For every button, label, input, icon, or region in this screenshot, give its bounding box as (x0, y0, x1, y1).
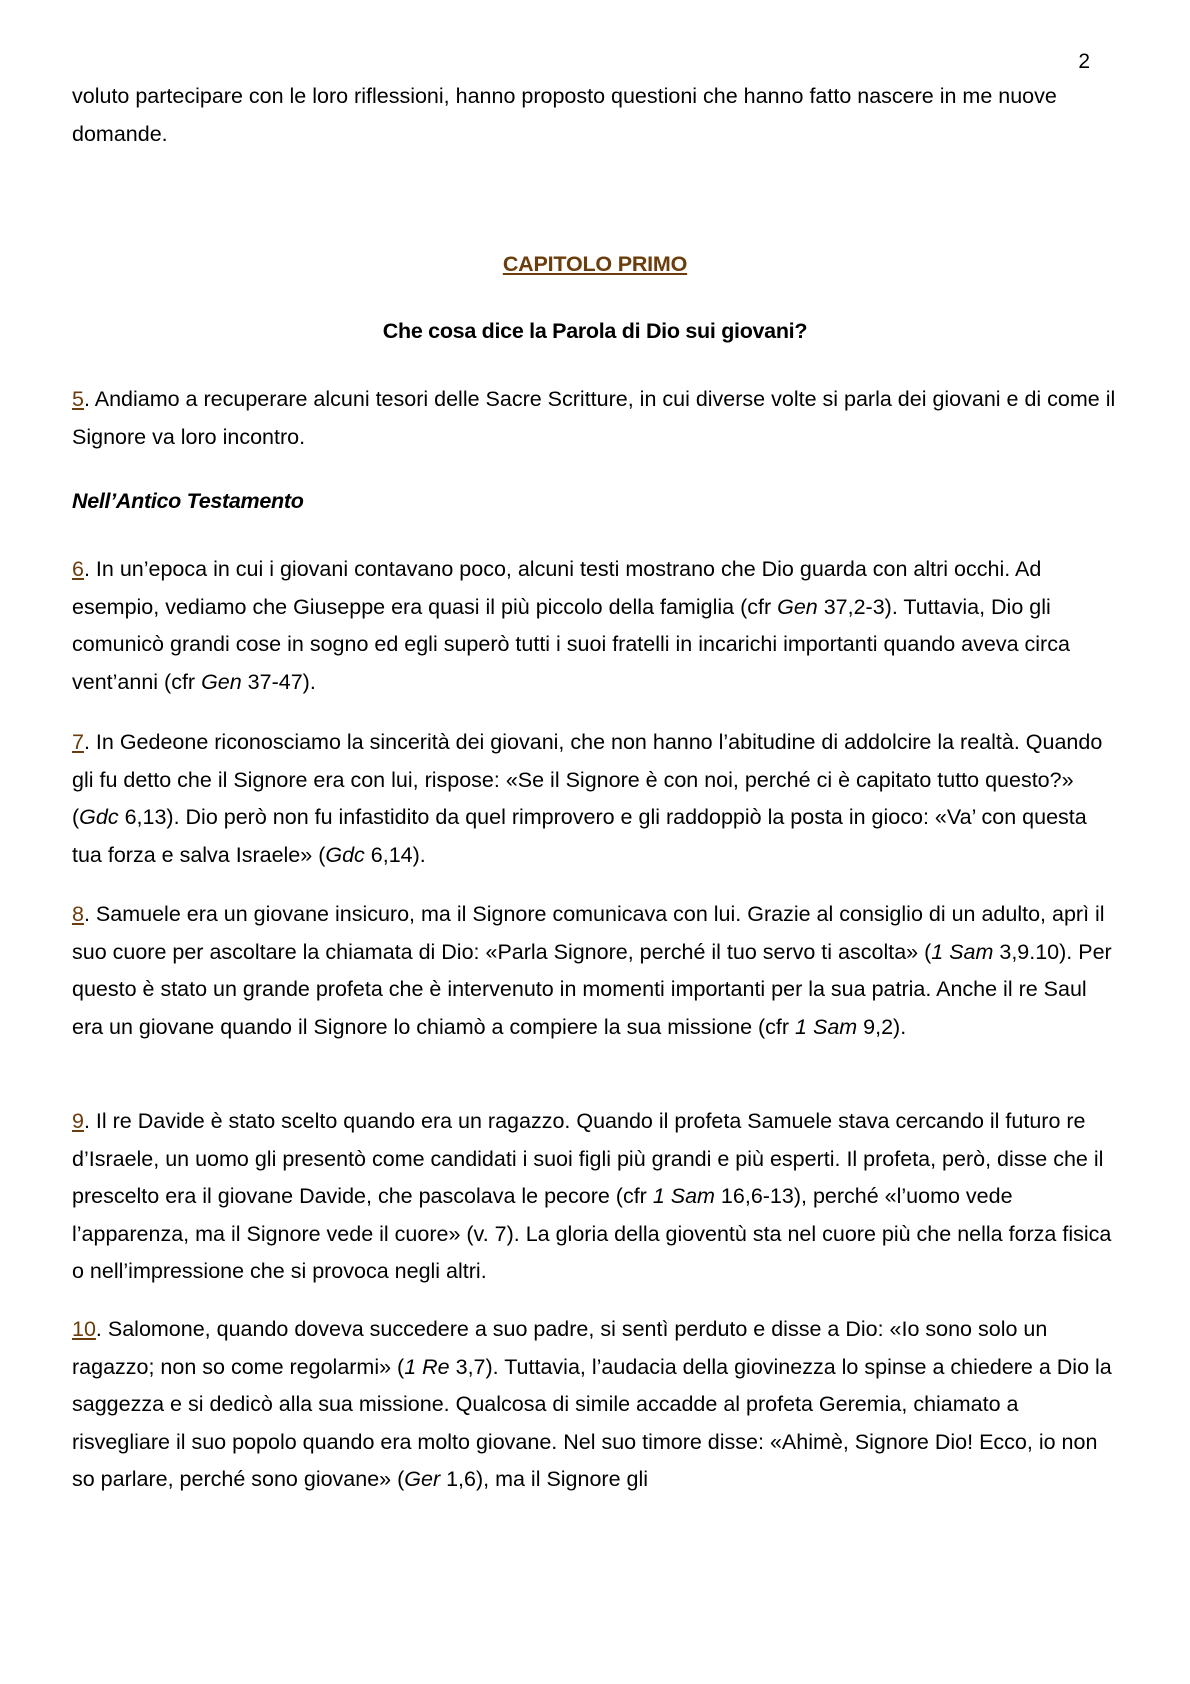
paragraph-number-link[interactable]: 5 (72, 387, 84, 411)
paragraph-number-link[interactable]: 9 (72, 1109, 84, 1133)
paragraph-8: 8. Samuele era un giovane insicuro, ma il Signore comunicava con lui. Grazie al consiglio di un adulto, aprì il suo cuore per ascoltare la chiamata di Dio: «Parla Signore, perché il tuo servo ti ascolta» (1 Sam 3,9.10). Per questo è stato un grande profeta che è intervenuto in momenti importanti per la sua patria. Anche il re Saul era un giovane quando il Signore lo chiamò a compiere la sua missione (cfr 1 Sam 9,2). (72, 902, 1112, 1039)
paragraph-6: 6. In un’epoca in cui i giovani contavano poco, alcuni testi mostrano che Dio guarda con altri occhi. Ad esempio, vediamo che Giuseppe era quasi il più piccolo della famiglia (cfr Gen 37,2-3). Tuttavia, Dio gli comunicò grandi cose in sogno ed egli superò tutti i suoi fratelli in incarichi importanti quando aveva circa vent’anni (cfr Gen 37-47). (72, 557, 1070, 694)
paragraph-9: 9. Il re Davide è stato scelto quando era un ragazzo. Quando il profeta Samuele stava cercando il futuro re d’Israele, un uomo gli presentò come candidati i suoi figli più grandi e più esperti. Il profeta, però, disse che il prescelto era il giovane Davide, che pascolava le pecore (cfr 1 Sam 16,6-13), perché «l’uomo vede l’apparenza, ma il Signore vede il cuore» (v. 7). La gloria della gioventù sta nel cuore più che nella forza fisica o nell’impressione che si provoca negli altri. (72, 1109, 1112, 1283)
chapter-title (0, 252, 1190, 277)
paragraph-5: 5. Andiamo a recuperare alcuni tesori delle Sacre Scritture, in cui diverse volte si parla dei giovani e di come il Signore va loro incontro. (72, 387, 1116, 449)
paragraph-number-link[interactable]: 7 (72, 730, 84, 754)
scripture-reference: Gen (201, 669, 242, 694)
scripture-reference: 1 Sam (795, 1014, 858, 1039)
scripture-reference: Gen (777, 594, 818, 619)
scripture-reference: Gdc (325, 842, 365, 867)
scripture-reference: 1 Re (404, 1354, 450, 1379)
chapter-title-link[interactable]: CAPITOLO PRIMO (502, 252, 688, 276)
chapter-subtitle: Che cosa dice la Parola di Dio sui giovani? (382, 319, 808, 343)
paragraph-10: 10. Salomone, quando doveva succedere a suo padre, si sentì perduto e disse a Dio: «Io sono solo un ragazzo; non so come regolarmi» (1 Re 3,7). Tuttavia, l’audacia della giovinezza lo spinse a chiedere a Dio la saggezza e si dedicò alla sua missione. Qualcosa di simile accadde al profeta Geremia, chiamato a risvegliare il suo popolo quando era molto giovane. Nel suo timore disse: «Ahimè, Signore Dio! Ecco, io non so parlare, perché sono giovane» (Ger 1,6), ma il Signore gli (72, 1317, 1112, 1491)
paragraph-7: 7. In Gedeone riconosciamo la sincerità dei giovani, che non hanno l’abitudine di addolcire la realtà. Quando gli fu detto che il Signore era con lui, rispose: «Se il Signore è con noi, perché ci è capitato tutto questo?» (Gdc 6,13). Dio però non fu infastidito da quel rimprovero e gli raddoppiò la posta in gioco: «Va’ con questa tua forza e salva Israele» (Gdc 6,14). (72, 730, 1103, 867)
section-heading: Nell’Antico Testamento (72, 489, 304, 513)
paragraph-number-link[interactable]: 8 (72, 902, 84, 926)
intro-paragraph: voluto partecipare con le loro riflessioni, hanno proposto questioni che hanno fatto nascere in me nuove domande. (72, 84, 1057, 146)
scripture-reference: Ger (404, 1467, 441, 1491)
scripture-reference: Gdc (79, 805, 119, 829)
page-number: 2 (1078, 50, 1090, 73)
scripture-reference: 1 Sam (652, 1184, 715, 1208)
scripture-reference: 1 Sam (931, 939, 994, 964)
paragraph-number-link[interactable]: 6 (72, 557, 84, 581)
paragraph-number-link[interactable]: 10 (72, 1317, 96, 1341)
